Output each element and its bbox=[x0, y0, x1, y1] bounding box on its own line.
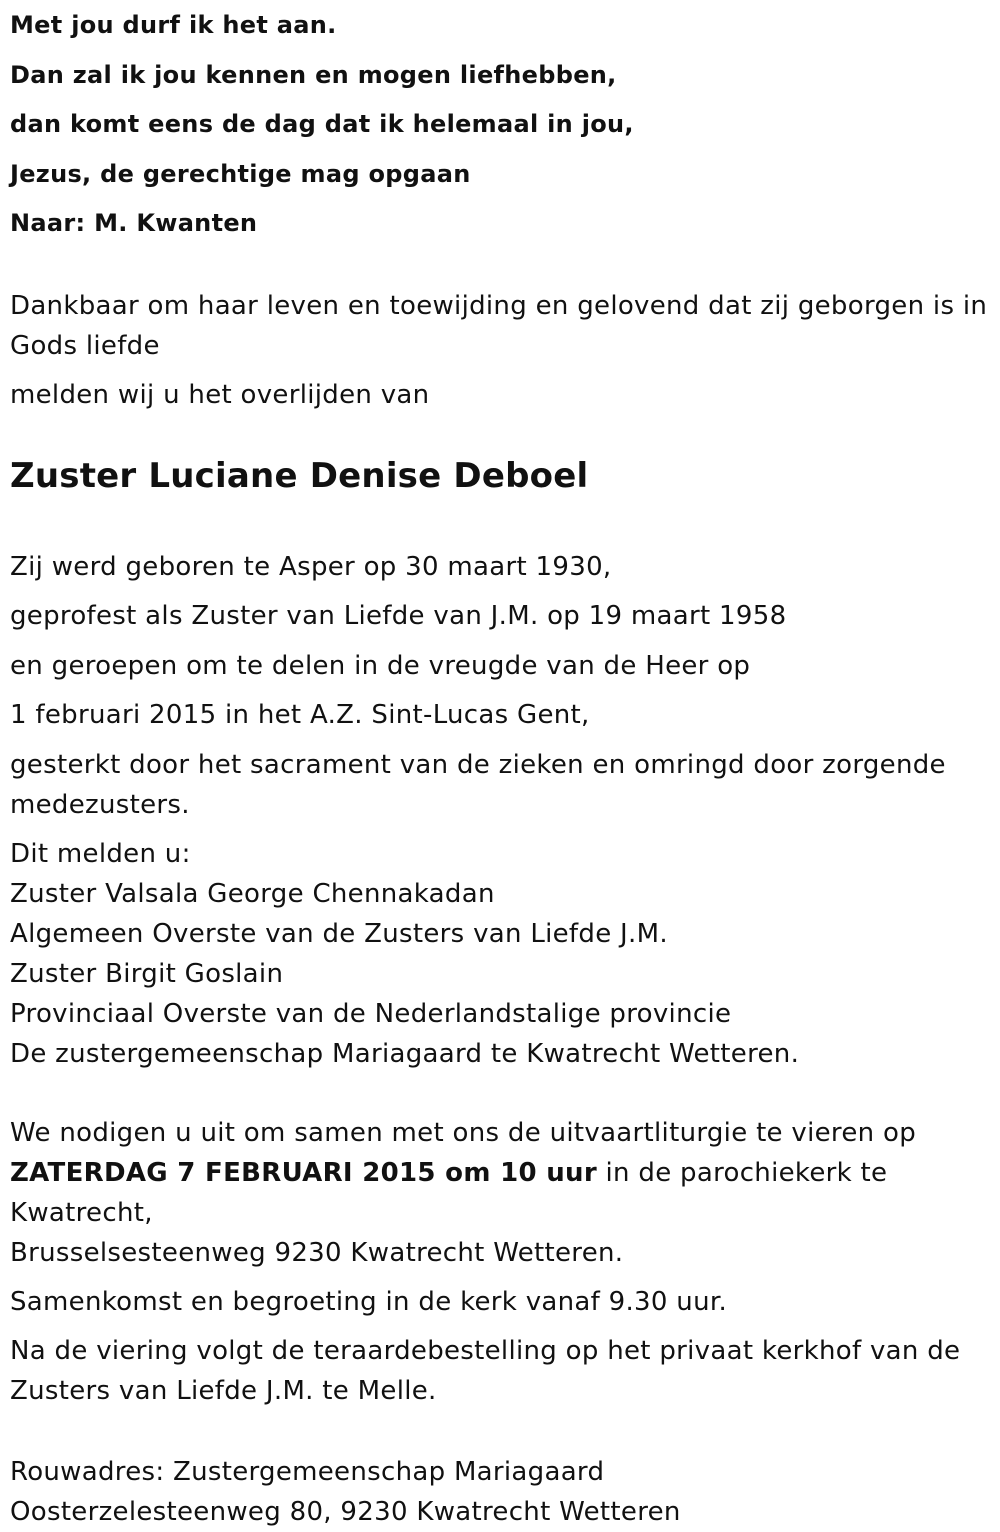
invite-line: We nodigen u uit om samen met ons de uitvaartliturgie te vieren op bbox=[10, 1118, 916, 1148]
death-info: 1 februari 2015 in het A.Z. Sint-Lucas Gent, bbox=[10, 700, 590, 730]
gathering-info: Samenkomst en begroeting in de kerk vanaf 9.30 uur. bbox=[10, 1287, 728, 1317]
mourning-address bbox=[10, 1452, 995, 1532]
poem-line: Met jou durf ik het aan. bbox=[10, 11, 337, 39]
poem-attribution: Naar: M. Kwanten bbox=[10, 209, 258, 237]
poem-line: Dan zal ik jou kennen en mogen liefhebben, bbox=[10, 60, 617, 89]
death-notice bbox=[10, 8, 995, 1532]
profession-info: geprofest als Zuster van Liefde van J.M. op 19 maart 1958 bbox=[10, 601, 787, 631]
burial-info: Na de viering volgt de teraardebestelling op het privaat kerkhof van de Zusters van Liefde J.M. te Melle. bbox=[10, 1336, 961, 1406]
birth-info: Zij werd geboren te Asper op 30 maart 1930, bbox=[10, 551, 612, 582]
announcer-line: Provinciaal Overste van de Nederlandstalige provincie bbox=[10, 999, 732, 1029]
announcers bbox=[10, 834, 995, 1074]
biography bbox=[10, 547, 995, 1075]
mourning-address-line: Oosterzelesteenweg 80, 9230 Kwatrecht Wetteren bbox=[10, 1497, 681, 1527]
intro-announcement: melden wij u het overlijden van bbox=[10, 379, 430, 410]
announcer-line: De zustergemeenschap Mariagaard te Kwatrecht Wetteren. bbox=[10, 1039, 800, 1069]
announcers-intro: Dit melden u: bbox=[10, 839, 191, 869]
announcer-line: Algemeen Overste van de Zusters van Liefde J.M. bbox=[10, 919, 668, 949]
funeral-datetime: ZATERDAG 7 FEBRUARI 2015 om 10 uur bbox=[10, 1158, 597, 1188]
poem-line: dan komt eens de dag dat ik helemaal in jou, bbox=[10, 110, 634, 138]
poem bbox=[10, 8, 995, 256]
called-info: en geroepen om te delen in de vreugde van de Heer op bbox=[10, 650, 751, 681]
funeral-location: in de parochiekerk te Kwatrecht, bbox=[10, 1158, 888, 1228]
funeral-info bbox=[10, 1113, 995, 1411]
deceased-name: Zuster Luciane Denise Deboel bbox=[10, 455, 589, 496]
mourning-address-line: Rouwadres: Zustergemeenschap Mariagaard bbox=[10, 1457, 605, 1487]
announcer-line: Zuster Birgit Goslain bbox=[10, 959, 284, 989]
intro-gratitude: Dankbaar om haar leven en toewijding en gelovend dat zij geborgen is in Gods liefde bbox=[10, 290, 988, 361]
poem-line: Jezus, de gerechtige mag opgaan bbox=[10, 159, 471, 188]
church-address: Brusselsesteenweg 9230 Kwatrecht Wetteren. bbox=[10, 1238, 624, 1268]
announcer-line: Zuster Valsala George Chennakadan bbox=[10, 879, 495, 909]
funeral-invitation bbox=[10, 1113, 995, 1273]
sacrament-info: gesterkt door het sacrament van de zieken en omringd door zorgende medezusters. bbox=[10, 749, 946, 820]
